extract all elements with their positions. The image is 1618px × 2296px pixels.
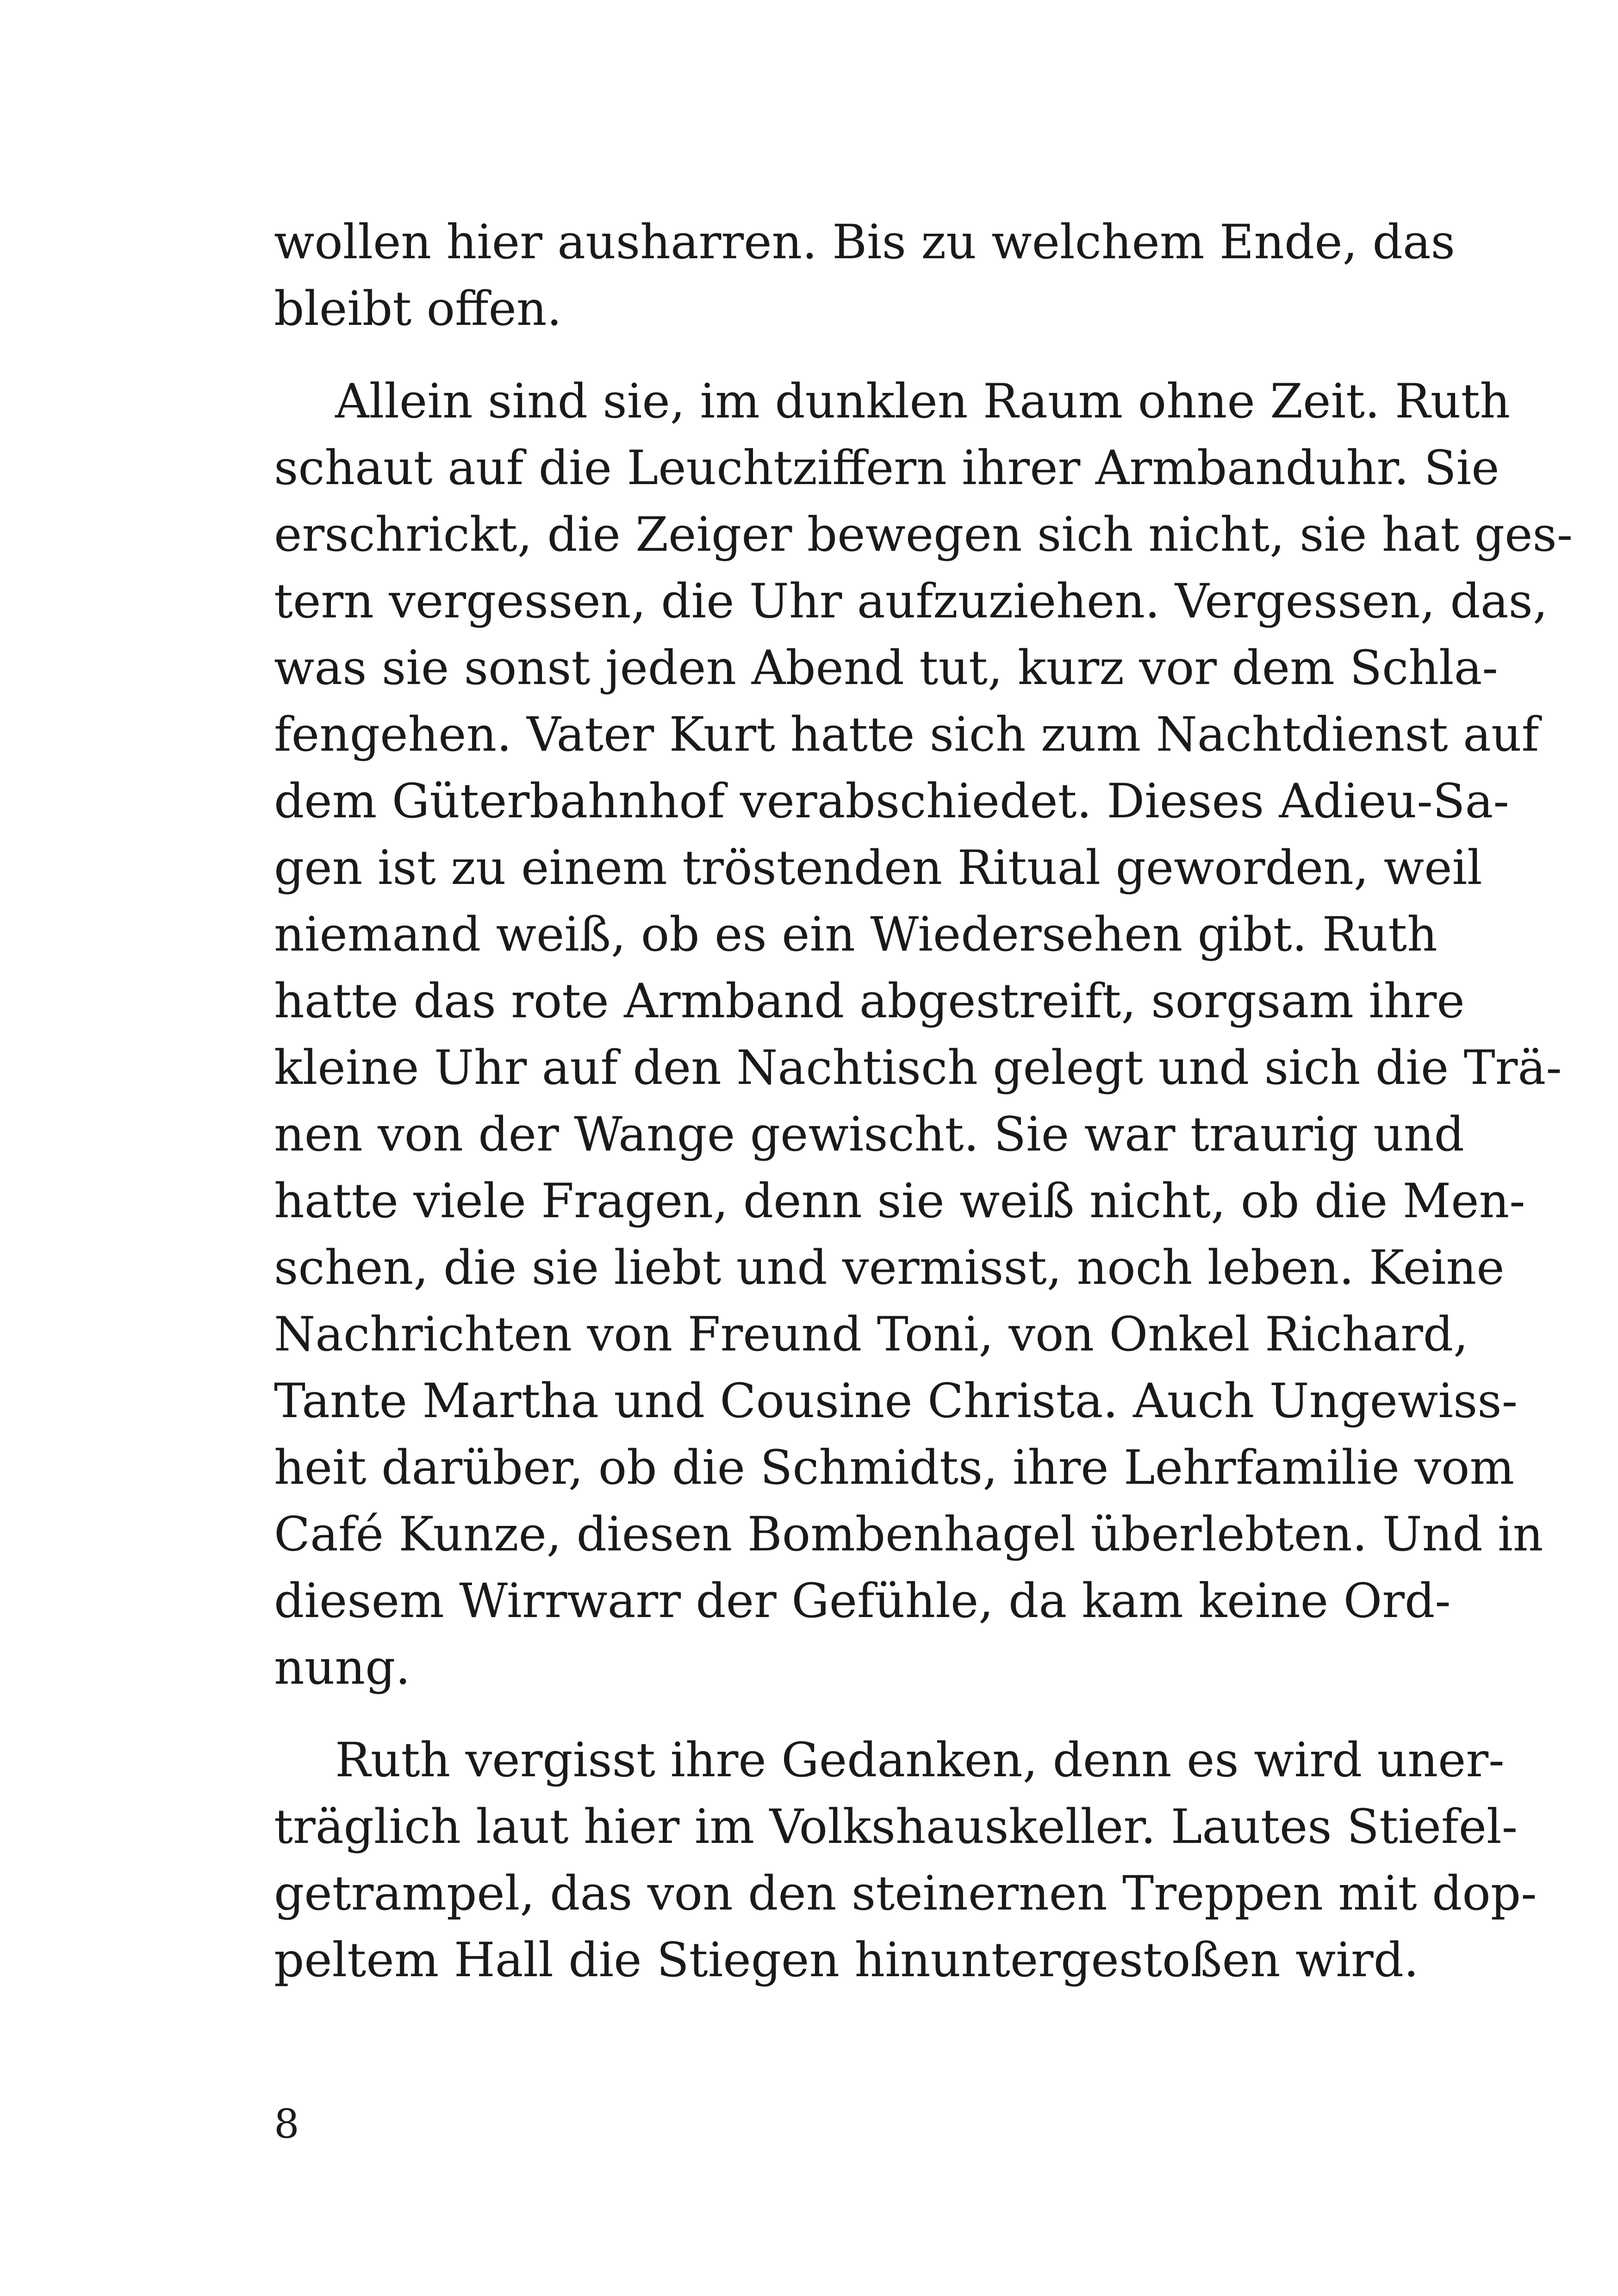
- text-line: schen, die sie liebt und vermisst, noch leben. Keine: [274, 1240, 1505, 1295]
- text-line: heit darüber, ob die Schmidts, ihre Lehrfamilie vom: [274, 1440, 1515, 1495]
- text-line: peltem Hall die Stiegen hinuntergestoßen wird.: [274, 1933, 1419, 1988]
- text-line: hatte viele Fragen, denn sie weiß nicht, ob die Men-: [274, 1174, 1525, 1229]
- text-line: hatte das rote Armband abgestreift, sorgsam ihre: [274, 974, 1465, 1029]
- text-line: schaut auf die Leuchtziffern ihrer Armbanduhr. Sie: [274, 441, 1500, 496]
- text-line: fengehen. Vater Kurt hatte sich zum Nachtdienst auf: [274, 707, 1539, 762]
- text-line: Tante Martha und Cousine Christa. Auch Ungewiss-: [274, 1374, 1518, 1429]
- text-line: nung.: [274, 1640, 411, 1695]
- text-line: bleibt offen.: [274, 281, 562, 336]
- text-line: wollen hier ausharren. Bis zu welchem Ende, das: [274, 215, 1455, 270]
- body-text: [274, 209, 1573, 1994]
- text-line: tern vergessen, die Uhr aufzuziehen. Vergessen, das,: [274, 574, 1548, 629]
- text-line: Café Kunze, diesen Bombenhagel überlebten. Und in: [274, 1507, 1543, 1562]
- text-line: erschrickt, die Zeiger bewegen sich nicht, sie hat ges-: [274, 507, 1573, 562]
- text-line: Nachrichten von Freund Toni, von Onkel Richard,: [274, 1307, 1469, 1362]
- paragraph: [274, 1727, 1537, 1994]
- text-line: diesem Wirrwarr der Gefühle, da kam keine Ord-: [274, 1574, 1451, 1629]
- text-line: nen von der Wange gewischt. Sie war traurig und: [274, 1107, 1464, 1162]
- text-line: was sie sonst jeden Abend tut, kurz vor dem Schla-: [274, 641, 1498, 696]
- text-line: kleine Uhr auf den Nachtisch gelegt und sich die Trä-: [274, 1040, 1562, 1095]
- text-line: niemand weiß, ob es ein Wiedersehen gibt. Ruth: [274, 907, 1438, 962]
- text-line: Ruth vergisst ihre Gedanken, denn es wird uner-: [335, 1733, 1505, 1788]
- page-number: 8: [274, 2101, 299, 2147]
- paragraph: [274, 368, 1573, 1701]
- paragraph-gap: [274, 342, 1344, 368]
- text-line: getrampel, das von den steinernen Treppen mit dop-: [274, 1866, 1537, 1921]
- text-line: gen ist zu einem tröstenden Ritual geworden, weil: [274, 840, 1482, 896]
- paragraph: [274, 209, 1455, 342]
- text-line: träglich laut hier im Volkshauskeller. Lautes Stiefel-: [274, 1799, 1518, 1854]
- text-line: dem Güterbahnhof verabschiedet. Dieses Adieu-Sa-: [274, 774, 1509, 829]
- text-line: Allein sind sie, im dunklen Raum ohne Zeit. Ruth: [335, 374, 1511, 429]
- paragraph-gap: [274, 1701, 1344, 1727]
